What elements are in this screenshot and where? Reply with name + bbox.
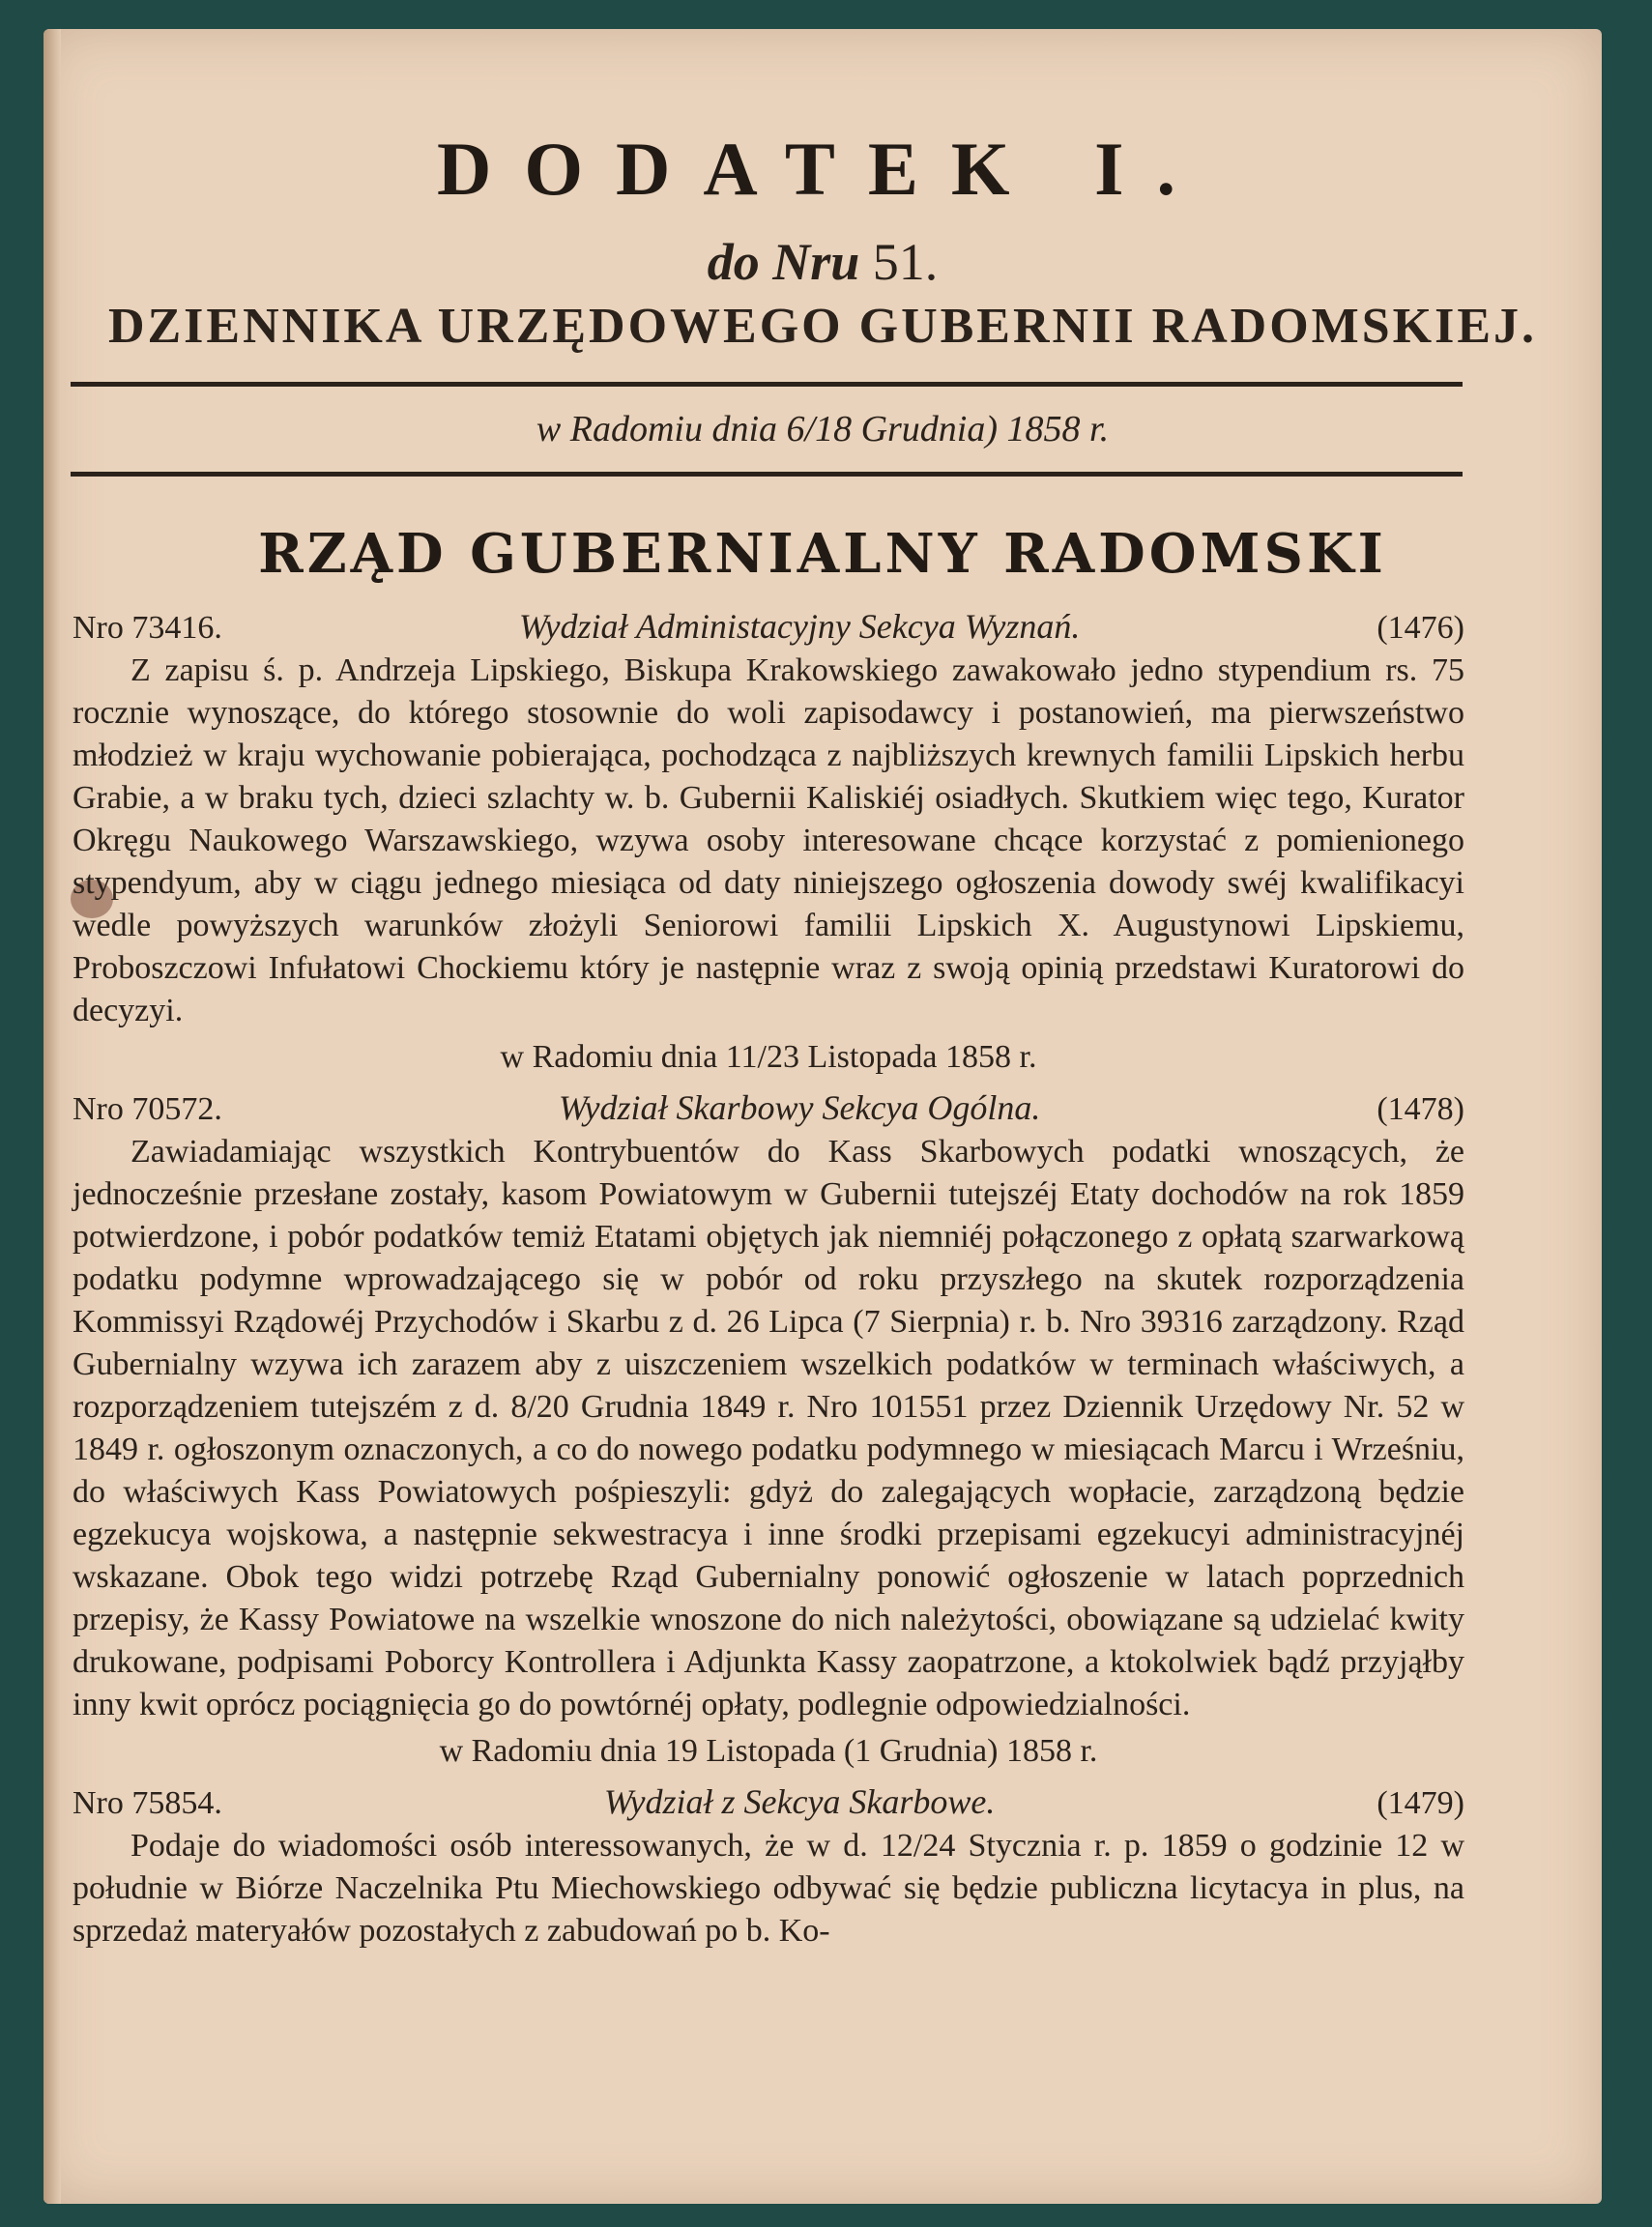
top-rule <box>71 382 1463 387</box>
supplement-title: DODATEK I. <box>437 127 1208 211</box>
issue-number-line <box>43 232 1602 292</box>
notice-text: Podaje do wiadomości osób interessowanych, że w d. 12/24 Stycznia r. p. 1859 o godzinie 12 w południe w Biórze Naczelnika Ptu Miechowskiego odbywać się będzie publiczna licytacya in plus, na sprzedaż materyałów pozostałych z zabudowań po b. Ko- <box>72 1828 1464 1949</box>
notices-body <box>72 599 1464 1952</box>
document-page <box>43 29 1602 2204</box>
notice-department: Wydział Administacyjny Sekcya Wyznań. <box>518 607 1081 646</box>
bottom-rule <box>71 472 1463 477</box>
notice-number: (1476) <box>1377 610 1464 646</box>
notice-1479 <box>72 1780 1464 1952</box>
notice-text: Z zapisu ś. p. Andrzeja Lipskiego, Biskupa Krakowskiego zawakowało jedno stypendium rs. 75 rocznie wynoszące, do którego stosownie do woli zapisodawcy i postanowień, ma pierwszeństwo młodzież w kraju wychowanie pobierająca, pochodząca z najbliższych krewnych familii Lipskich herbu Grabie, a w braku tych, dzieci szlachty w. b. Gubernii Kaliskiéj osiadłych. Skutkiem więc tego, Kurator Okręgu Naukowego Warszawskiego, wzywa osoby interesowane chcące korzystać z pomienionego stypendyum, aby w ciągu jednego miesiąca od daty niniejszego ogłoszenia dowody swéj kwalifikacyi wedle powyższych warunków złożyli Seniorowi familii Lipskich X. Augustynowi Lipskiemu, Proboszczowi Infułatowi Chockiemu który je następnie wraz z swoją opinią przedstawi Kuratorowi do decyzyi. <box>72 652 1464 1028</box>
authority-heading: RZĄD GUBERNIALNY RADOMSKI <box>258 522 1387 586</box>
journal-name: DZIENNIKA URZĘDOWEGO GUBERNII RADOMSKIEJ. <box>107 299 1538 354</box>
notice-header <box>72 605 1464 650</box>
notice-number: (1478) <box>1377 1091 1464 1127</box>
notice-1476 <box>72 605 1464 1079</box>
notice-place-date: w Radomiu dnia 19 Listopada (1 Grudnia) 1858 r. <box>439 1733 1098 1769</box>
notice-department: Wydział z Sekcya Skarbowe. <box>603 1782 996 1821</box>
notice-text: Zawiadamiając wszystkich Kontrybuentów do Kass Skarbowych podatki wnoszących, że jednocześnie przesłane zostały, kasom Powiatowym w Gubernii tutejszéj Etaty dochodów na rok 1859 potwierdzone, i pobór podatków temiż Etatami objętych jak niemniéj połączonego z opłatą szarwarkową podatku podymne wprowadzającego się w pobór od roku przyszłego na skutek rozporządzenia Kommissyi Rządowéj Przychodów i Skarbu z d. 26 Lipca (7 Sierpnia) r. b. Nro 39316 zarządzony. Rząd Gubernialny wzywa ich zarazem aby z uiszczeniem wszelkich podatków w terminach właściwych, a rozporządzeniem tutejszém z d. 8/20 Grudnia 1849 r. Nro 101551 przez Dziennik Urzędowy Nr. 52 w 1849 r. ogłoszonym oznaczonych, a co do nowego podatku podymnego w miesiącach Marcu i Wrześniu, do właściwych Kass Powiatowych pośpieszyli: gdyż do zalegających wopłacie, zarządzoną będzie egzekucya wojskowa, a następnie sekwestracya i inne środki przepisami egzekucyi administracyjnéj wskazane. Obok tego widzi potrzebę Rząd Gubernialny ponowić ogłoszenie w latach poprzednich przepisy, że Kassy Powiatowe na wszelkie wnoszone do nich należytości, obowiązane są udzielać kwity drukowane, podpisami Poborcy Kontrollera i Adjunkta Kassy zaopatrzone, a ktokolwiek bądź przyjąłby inny kwit oprócz pociągnięcia go do powtórnéj opłaty, podlegnie odpowiedzialności. <box>72 1134 1464 1722</box>
notice-department: Wydział Skarbowy Sekcya Ogólna. <box>558 1088 1041 1127</box>
notice-nro: Nro 70572. <box>72 1091 222 1127</box>
issue-date: w Radomiu dnia 6/18 Grudnia) 1858 r. <box>536 409 1110 449</box>
issue-number: 51. <box>872 233 939 291</box>
issue-prefix: do Nru <box>707 233 860 291</box>
notice-place-date: w Radomiu dnia 11/23 Listopada 1858 r. <box>500 1039 1037 1075</box>
notice-1478 <box>72 1086 1464 1773</box>
page-spine <box>43 29 61 2204</box>
notice-number: (1479) <box>1377 1785 1464 1821</box>
notice-header <box>72 1780 1464 1825</box>
notice-nro: Nro 75854. <box>72 1785 222 1821</box>
notice-nro: Nro 73416. <box>72 610 222 646</box>
notice-header <box>72 1086 1464 1131</box>
